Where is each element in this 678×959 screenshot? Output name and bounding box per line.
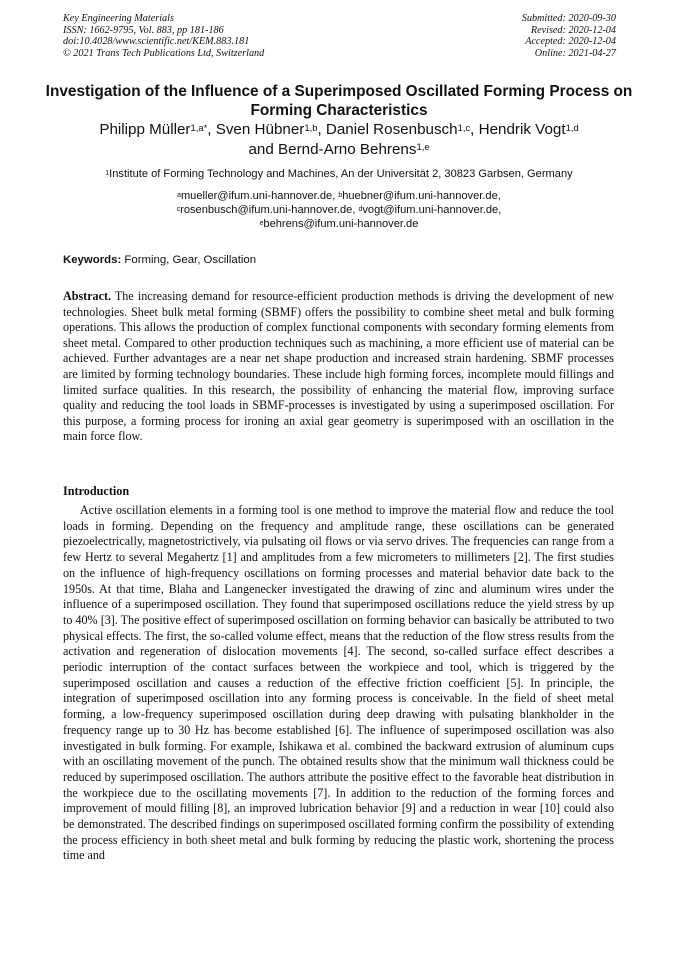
introduction-paragraph: Active oscillation elements in a forming tool is one method to improve the material flow and reduce the tool loads in forming. Depending on the frequency and amplitude range, these oscillations can be generated piezoelectrically, magnetostrictively, via pulsating oil flows or via servo drives. The frequencies can range from a few Hertz to several Megahertz [1] and amplitudes from a few micrometers to millimeters [2]. The first studies on the influence of high-frequency oscillations on forming processes and material behavior date back to the 1950s. At that time, Blaha and Langenecker investigated the drawing of zinc and aluminum wires under the influence of a superimposed oscillation. They found that superimposed oscillations reduce the yield stress by up to 40% [3]. The positive effect of superimposed oscillation on forming behavior can basically be attributed to two physical effects. The first, the so-called volume effect, means that the reduction of the flow stress results from the activation and regeneration of dislocation movements [4]. The second, so-called surface effect describes a periodic interruption of the contact surfaces between the workpiece and tool, which is triggered by the superimposed oscillation and causes a reduction of the effective friction coefficient [5]. In principle, the integration of superimposed oscillation into any forming process is conceivable. In the field of sheet metal forming, a low-frequency superimposed oscillation during deep drawing with pulsating blankholder in the frequency range up to 30 Hz has become established [6]. The influence of superimposed oscillation was also investigated in bulk forming. For example, Ishikawa et al. combined the backward extrusion of aluminum cups with an oscillating movement of the punch. The obtained results show that the minimum wall thickness could be reduced by superimposed oscillation. The authors attribute the positive effect to the favorable heat distribution in the workpiece due to the oscillating movements [7]. In addition to the reduction of the forming forces and improvement of mould filling [8], an improved lubrication behavior [9] and a reduction in wear [10] could also be demonstrated. The described findings on superimposed oscillated forming confirm the possibility of extending the process efficiency in both sheet metal and bulk forming by reducing the plastic work, shortening the process time and — [63, 503, 614, 863]
keywords-text: Forming, Gear, Oscillation — [121, 254, 257, 266]
author: Sven Hübner$^{1,b}$ — [215, 121, 318, 138]
abstract-label: Abstract. — [63, 289, 112, 303]
email-link[interactable]: behrens@ifum.uni-hannover.de — [263, 218, 419, 231]
author: Hendrik Vogt$^{1,d}$ — [478, 121, 579, 138]
paper-title: Investigation of the Influence of a Superimposed Oscillated Forming Process on Forming Characteristics — [45, 83, 633, 119]
author: Philipp Müller$^{1,a*}$ — [99, 121, 208, 138]
doi-line: doi:10.4028/www.scientific.net/KEM.883.181 — [63, 36, 250, 48]
section-heading-introduction: Introduction — [63, 484, 130, 498]
author-list: Philipp Müller$^{1,a*}$, Sven Hübner$^{1,b}$, Daniel Rosenbusch$^{1,c}$, Hendrik Vogt$^{1,d}$ and Bernd-Arno Behrens$^{1,e}$ — [99, 121, 579, 158]
abstract-text: The increasing demand for resource-efficient production methods is driving the development of new technologies. Sheet bulk metal forming (SBMF) offers the possibility to combine sheet metal and bulk forming operations. This allows the production of complex functional components with secondary forming elements from sheet metal. Compared to other production techniques such as machining, a more efficient use of material can be achieved. Further advantages are a near net shape production and increased strain hardening. SBMF processes are limited by forming technology boundaries. These include high forming forces, incomplete mould fillings and limited surface qualities. In this research, the possibility of enhancing the material flow, improving surface quality and reducing the tool loads in SBMF-processes is investigated by using a superimposed oscillation. For this purpose, a forming process for ironing an axial gear geometry is superimposed with an oscillation in the main force flow. — [63, 289, 614, 444]
affiliation: $^1$Institute of Forming Technology and Machines, An der Universität 2, 30823 Garbsen, Germany — [105, 168, 573, 180]
submitted-date: Submitted: 2020-09-30 — [521, 13, 616, 24]
copyright-line: © 2021 Trans Tech Publications Ltd, Switzerland — [63, 47, 265, 59]
abstract — [63, 289, 614, 445]
dates-header — [522, 13, 616, 59]
email-link[interactable]: vogt@ifum.uni-hannover.de — [362, 204, 499, 217]
issn-line: ISSN: 1662-9795, Vol. 883, pp 181-186 — [63, 24, 224, 36]
online-date: Online: 2021-04-27 — [534, 47, 616, 59]
journal-name: Key Engineering Materials — [63, 13, 174, 24]
author: Daniel Rosenbusch$^{1,c}$ — [325, 121, 471, 138]
journal-header — [63, 13, 264, 59]
email-link[interactable]: mueller@ifum.uni-hannover.de — [180, 190, 333, 202]
keywords — [63, 253, 256, 267]
email-link[interactable]: rosenbusch@ifum.uni-hannover.de — [180, 204, 353, 217]
accepted-date: Accepted: 2020-12-04 — [525, 36, 616, 48]
revised-date: Revised: 2020-12-04 — [530, 24, 616, 36]
email-link[interactable]: huebner@ifum.uni-hannover.de — [342, 190, 498, 202]
email-list: $^a$mueller@ifum.uni-hannover.de, $^b$huebner@ifum.uni-hannover.de, $^c$rosenbusch@ifum.uni-hannover.de, $^d$vogt@ifum.uni-hannover.de, $^e$behrens@ifum.uni-hannover.de — [176, 190, 502, 231]
author: Bernd-Arno Behrens$^{1,e}$ — [278, 140, 430, 158]
keywords-label: Keywords: — [63, 254, 122, 266]
